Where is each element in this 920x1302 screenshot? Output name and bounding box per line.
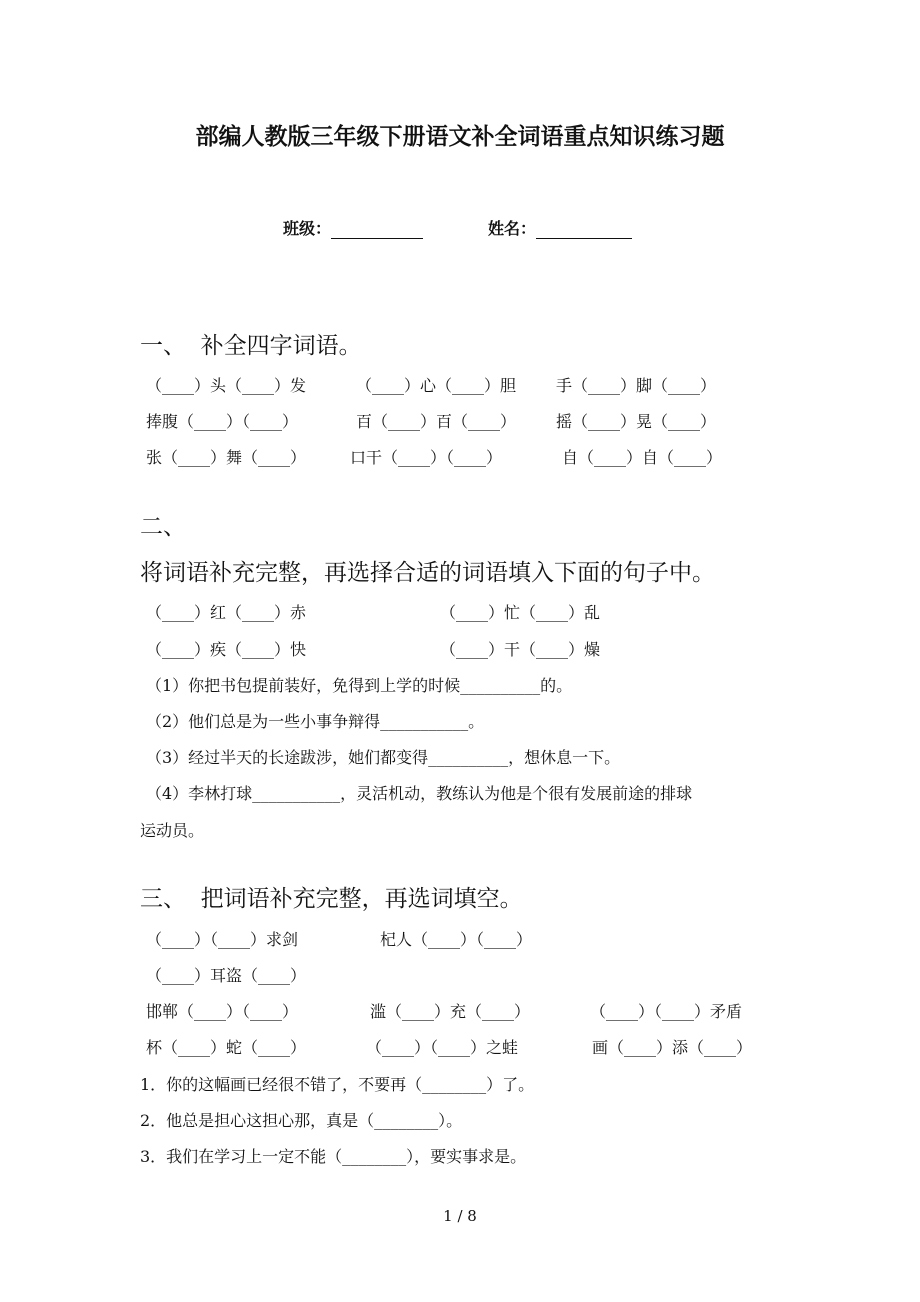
class-blank[interactable] xyxy=(331,220,423,239)
s3-r3-c1: 邯郸（____）（____） xyxy=(146,1002,299,1021)
name-label: 姓名： xyxy=(488,219,537,238)
s1-r1-c3: 手（____）脚（____） xyxy=(556,376,717,395)
s2-r1-c2: （____）忙（____）乱 xyxy=(440,603,601,622)
s1-r3-c1: 张（____）舞（____） xyxy=(146,448,307,467)
s1-r3-c2: 口干（____）（____） xyxy=(350,448,503,467)
s1-r3-c3: 自（____）自（____） xyxy=(562,448,723,467)
s1-r1-c1: （____）头（____）发 xyxy=(146,376,307,395)
page-title: 部编人教版三年级下册语文补全词语重点知识练习题 xyxy=(195,124,725,150)
s1-r2-c1: 捧腹（____）（____） xyxy=(146,412,299,431)
s2-question-3: （3）经过半天的长途跋涉，她们都变得__________，想休息一下。 xyxy=(146,748,621,767)
s2-question-1: （1）你把书包提前装好，免得到上学的时候__________的。 xyxy=(146,676,573,695)
name-field xyxy=(488,216,632,239)
s2-question-4: （4）李林打球___________，灵活机动，教练认为他是个很有发展前途的排球 xyxy=(146,784,693,803)
s2-r2-c1: （____）疾（____）快 xyxy=(146,640,307,659)
s3-r4-c2: （____）（____）之蛙 xyxy=(366,1038,519,1057)
s1-r1-c2: （____）心（____）胆 xyxy=(356,376,517,395)
s2-question-2: （2）他们总是为一些小事争辩得___________。 xyxy=(146,712,485,731)
name-blank[interactable] xyxy=(536,220,632,239)
s3-r4-c3: 画（____）添（____） xyxy=(592,1038,753,1057)
s3-r1-c1: （____）（____）求剑 xyxy=(146,930,299,949)
s3-question-2: 2．他总是担心这担心那，真是（________）。 xyxy=(140,1111,463,1130)
page-number: 1 / 8 xyxy=(443,1207,477,1225)
s2-r2-c2: （____）干（____）燥 xyxy=(440,640,601,659)
s3-r3-c2: 滥（____）充（____） xyxy=(370,1002,531,1021)
section2-heading: 二、 xyxy=(140,514,186,540)
section3-heading: 三、 把词语补充完整，再选词填空。 xyxy=(140,886,523,912)
section2-instruction: 将词语补充完整，再选择合适的词语填入下面的句子中。 xyxy=(140,560,715,586)
s3-question-3: 3．我们在学习上一定不能（________），要实事求是。 xyxy=(140,1147,527,1166)
s2-question-4-cont: 运动员。 xyxy=(140,821,205,840)
s3-r3-c3: （____）（____）矛盾 xyxy=(590,1002,743,1021)
s3-r4-c1: 杯（____）蛇（____） xyxy=(146,1038,307,1057)
s2-r1-c1: （____）红（____）赤 xyxy=(146,603,307,622)
s1-r2-c2: 百（____）百（____） xyxy=(356,412,517,431)
s1-r2-c3: 摇（____）晃（____） xyxy=(556,412,717,431)
s3-question-1: 1．你的这幅画已经很不错了，不要再（________）了。 xyxy=(140,1075,535,1094)
class-label: 班级： xyxy=(283,219,332,238)
s3-r1-c2: 杞人（____）（____） xyxy=(380,930,533,949)
section1-heading: 一、 补全四字词语。 xyxy=(140,333,362,359)
class-field xyxy=(283,216,423,239)
s3-r2: （____）耳盗（____） xyxy=(146,966,307,985)
